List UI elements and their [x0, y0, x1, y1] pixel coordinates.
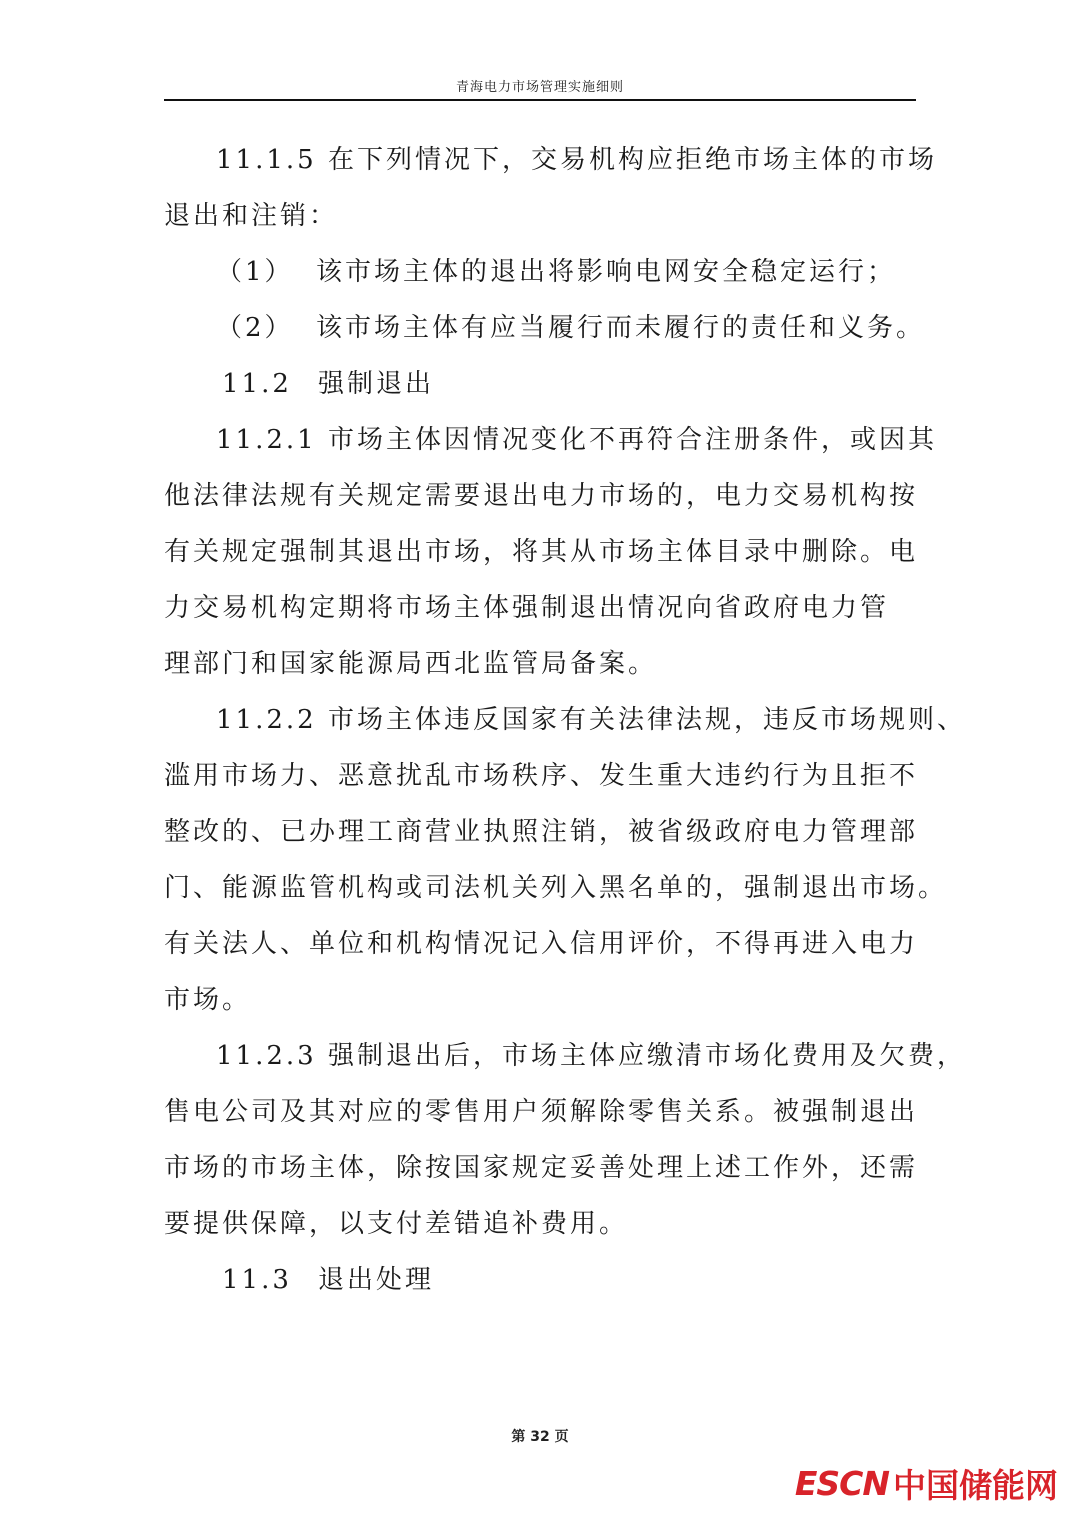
paragraph-11-2-1-line-1: 11.2.1 市场主体因情况变化不再符合注册条件，或因其	[216, 425, 937, 455]
document-body	[164, 132, 966, 1308]
paragraph-11-2-1-line-2: 他法律法规有关规定需要退出电力市场的，电力交易机构按	[164, 481, 919, 511]
header-title: 青海电力市场管理实施细则	[455, 80, 624, 95]
list-item-2-label: （2）	[216, 313, 294, 343]
page-number: 第 32 页	[511, 1429, 569, 1445]
paragraph-11-2-1-line-5: 理部门和国家能源局西北监管局备案。	[164, 649, 658, 679]
paragraph-11-2-3-line-1: 11.2.3 强制退出后，市场主体应缴清市场化费用及欠费，	[216, 1041, 966, 1071]
list-item-1-label: （1）	[216, 257, 294, 287]
section-11-3-title: 退出处理	[318, 1265, 435, 1295]
watermark-cn: 中国储能网	[893, 1466, 1058, 1505]
paragraph-11-1-5-line-2: 退出和注销：	[164, 201, 339, 231]
paragraph-11-2-2-line-2: 滥用市场力、恶意扰乱市场秩序、发生重大违约行为且拒不	[164, 761, 919, 791]
paragraph-11-2-3-line-2: 售电公司及其对应的零售用户须解除零售关系。被强制退出	[164, 1097, 919, 1127]
paragraph-11-1-5-line-1: 11.1.5 在下列情况下，交易机构应拒绝市场主体的市场	[216, 145, 937, 175]
paragraph-11-2-3-line-4: 要提供保障，以支付差错追补费用。	[164, 1209, 629, 1239]
header-rule	[164, 99, 916, 101]
watermark-en: ESCN	[794, 1464, 889, 1503]
paragraph-11-2-2-line-3: 整改的、已办理工商营业执照注销，被省级政府电力管理部	[164, 817, 919, 847]
list-item-1	[164, 244, 924, 300]
section-heading-11-2	[164, 356, 924, 412]
list-item-2	[164, 300, 924, 356]
paragraph-11-2-3-line-3: 市场的市场主体，除按国家规定妥善处理上述工作外，还需	[164, 1153, 919, 1183]
list-item-1-text: 该市场主体的退出将影响电网安全稳定运行；	[316, 257, 897, 287]
paragraph-11-2-2-line-4: 门、能源监管机构或司法机关列入黑名单的，强制退出市场。	[164, 873, 948, 903]
paragraph-11-2-2-line-1: 11.2.2 市场主体违反国家有关法律法规，违反市场规则、	[216, 705, 966, 735]
section-11-2-number: 11.2	[222, 369, 292, 399]
list-item-2-text: 该市场主体有应当履行而未履行的责任和义务。	[316, 313, 926, 343]
section-11-2-title: 强制退出	[318, 369, 435, 399]
section-heading-11-3	[164, 1252, 924, 1308]
paragraph-11-2-1-line-3: 有关规定强制其退出市场，将其从市场主体目录中删除。电	[164, 537, 919, 567]
paragraph-11-2-2-line-6: 市场。	[164, 985, 252, 1015]
paragraph-11-2-1-line-4: 力交易机构定期将市场主体强制退出情况向省政府电力管	[164, 593, 890, 623]
paragraph-11-2-2-line-5: 有关法人、单位和机构情况记入信用评价，不得再进入电力	[164, 929, 919, 959]
escn-watermark-logo	[795, 1460, 1058, 1507]
section-11-3-number: 11.3	[222, 1265, 292, 1295]
